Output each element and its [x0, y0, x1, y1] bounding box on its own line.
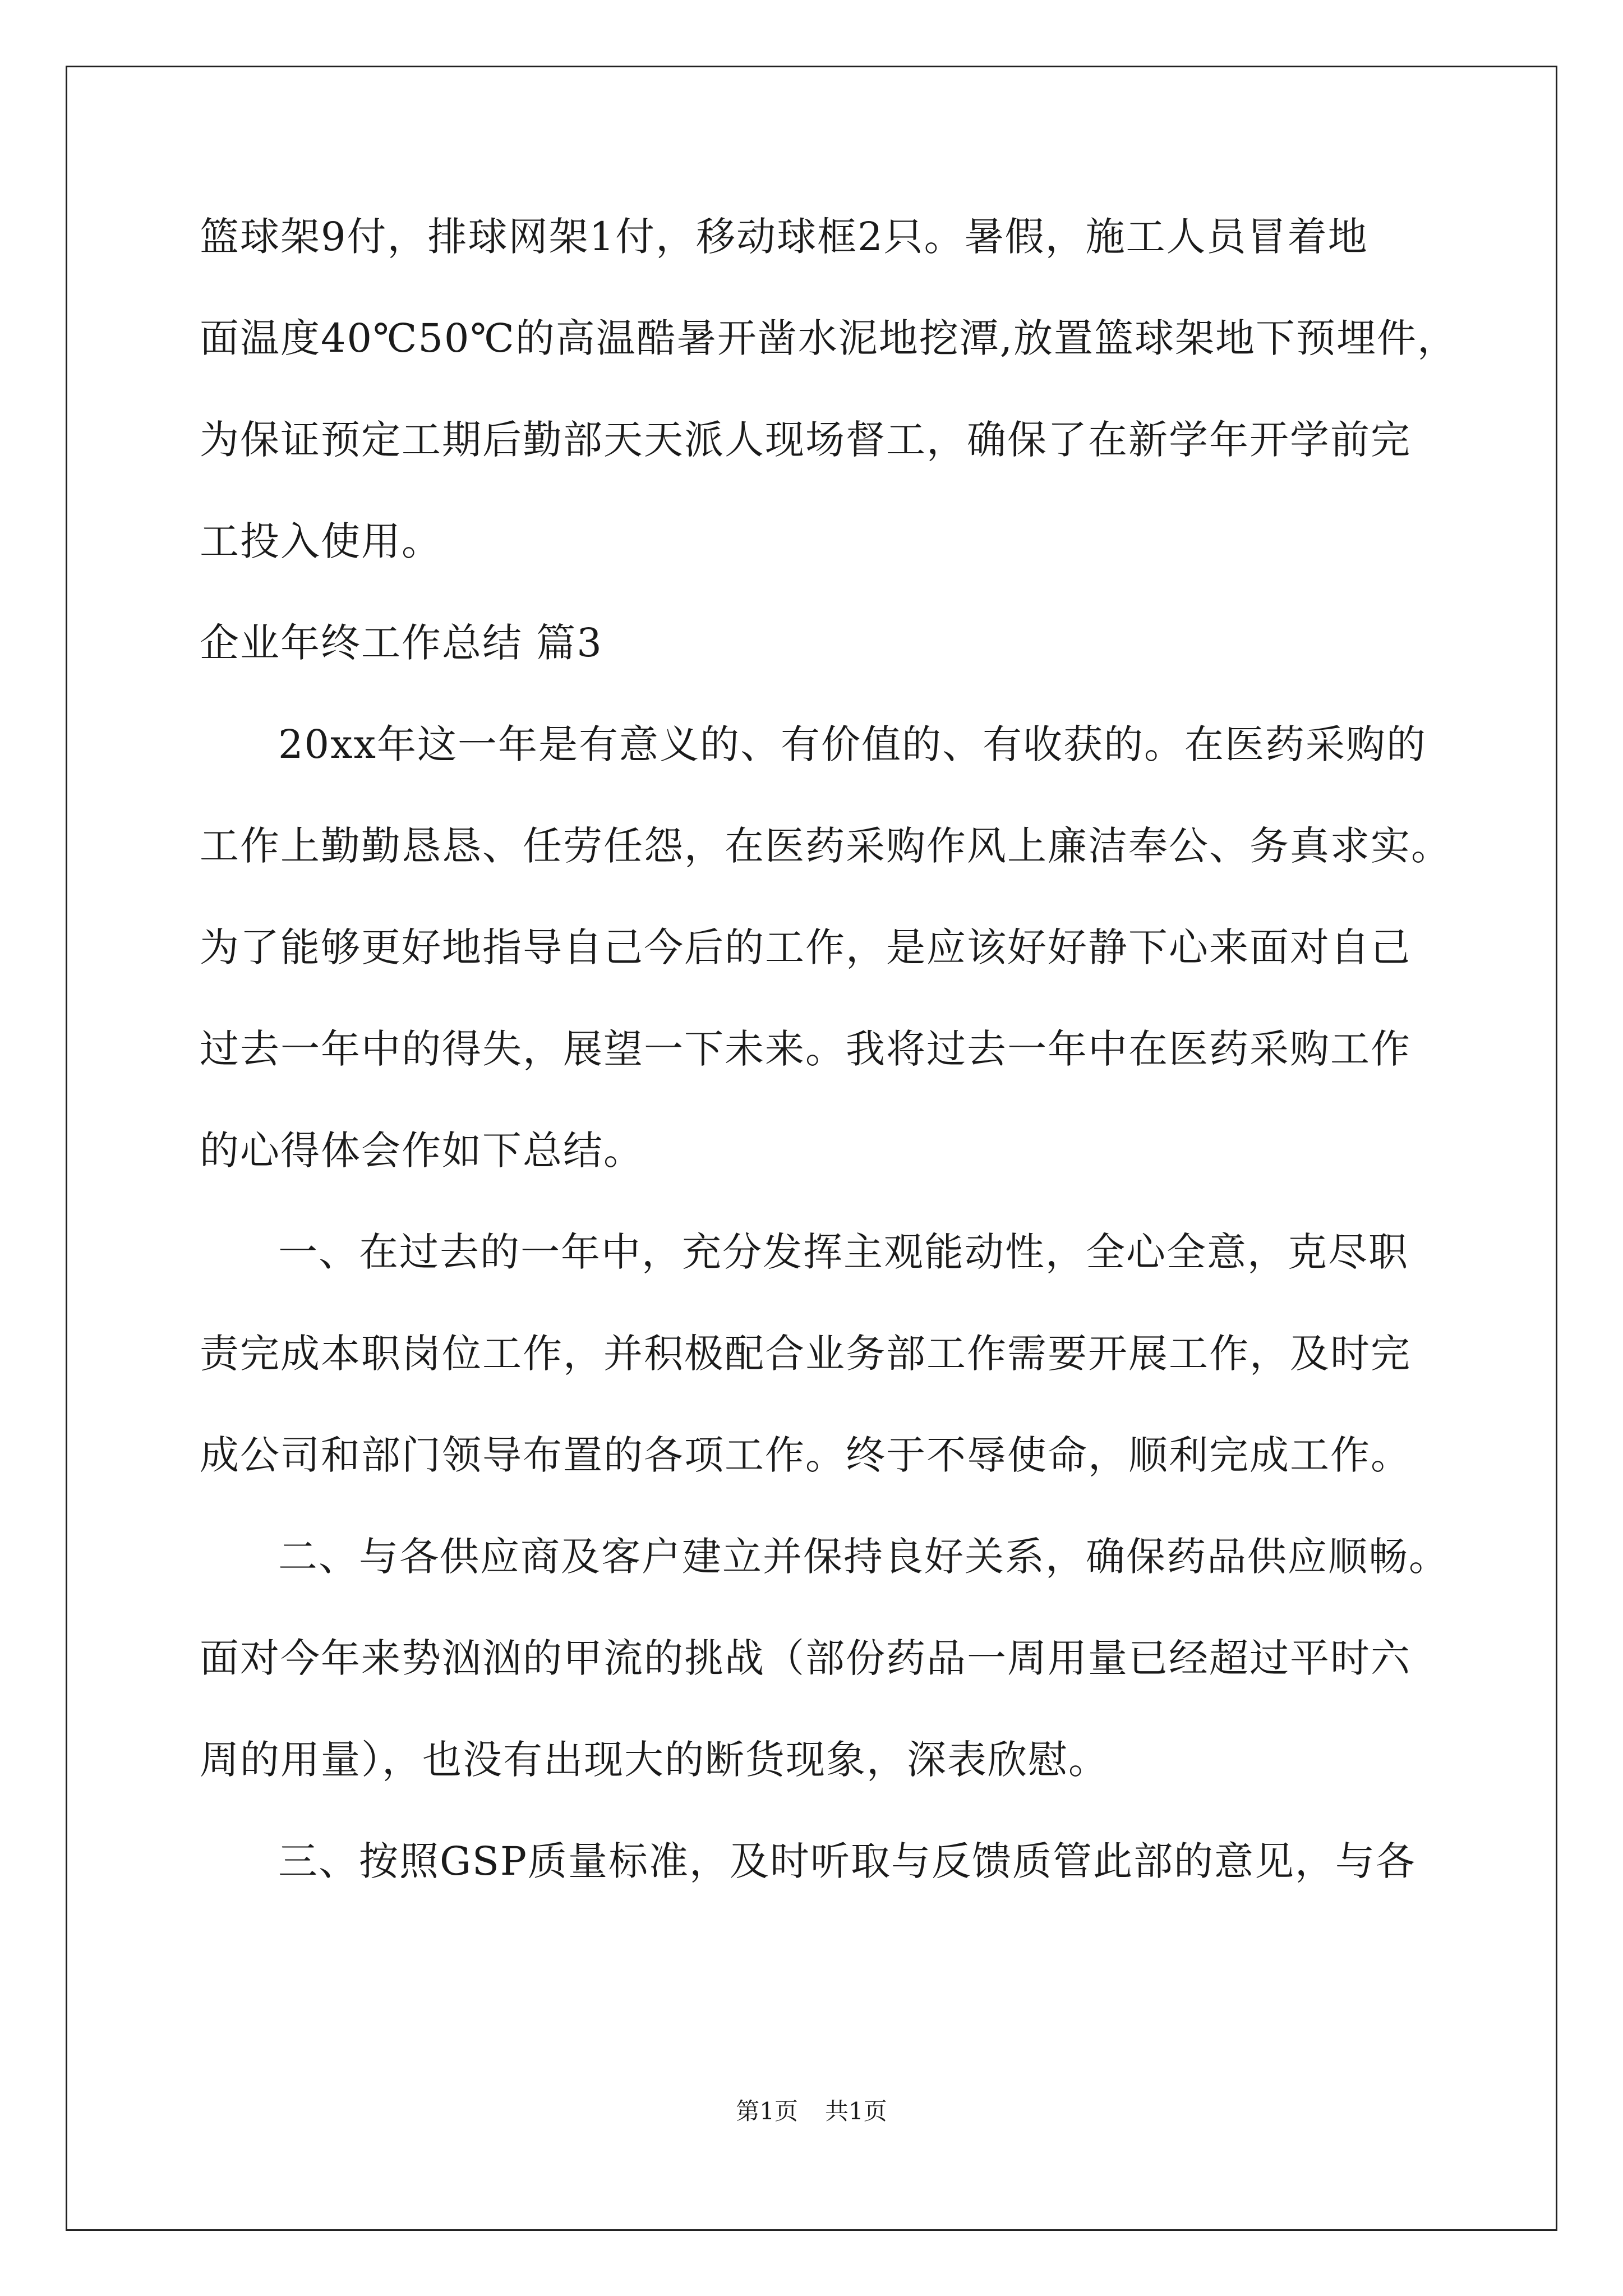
body-line: 责完成本职岗位工作，并积极配合业务部工作需要开展工作，及时完: [200, 1331, 1411, 1377]
section-heading: 企业年终工作总结 篇3: [200, 620, 603, 666]
page-number: 第1页: [736, 2097, 798, 2125]
body-line: 面温度40℃50℃的高温酷暑开凿水泥地挖潭,放置篮球架地下预埋件，: [200, 315, 1458, 361]
body-line: 周的用量），也没有出现大的断货现象，深表欣慰。: [200, 1737, 1109, 1783]
body-line: 过去一年中的得失，展望一下未来。我将过去一年中在医药采购工作: [200, 1026, 1411, 1072]
body-line: 为保证预定工期后勤部天天派人现场督工，确保了在新学年开学前完: [200, 417, 1411, 463]
paragraph-start-line: 三、按照GSP质量标准，及时听取与反馈质管此部的意见，与各: [278, 1838, 1416, 1884]
body-line: 面对今年来势汹汹的甲流的挑战（部份药品一周用量已经超过平时六: [200, 1635, 1411, 1681]
paragraph-start-line: 一、在过去的一年中，充分发挥主观能动性，全心全意，克尽职: [278, 1229, 1409, 1275]
total-pages: 共1页: [825, 2097, 887, 2125]
body-line: 篮球架9付，排球网架1付，移动球框2只。暑假，施工人员冒着地: [200, 214, 1368, 260]
page-footer: [0, 2095, 1623, 2128]
body-line: 为了能够更好地指导自己今后的工作，是应该好好静下心来面对自己: [200, 924, 1411, 970]
document-body: [200, 210, 1458, 1936]
body-line: 的心得体会作如下总结。: [200, 1128, 644, 1174]
body-line: 成公司和部门领导布置的各项工作。终于不辱使命，顺利完成工作。: [200, 1432, 1411, 1478]
body-line: 工作上勤勤恳恳、任劳任怨，在医药采购作风上廉洁奉公、务真求实。: [200, 823, 1451, 869]
paragraph-start-line: 20xx年这一年是有意义的、有价值的、有收获的。在医药采购的: [278, 721, 1427, 767]
paragraph-start-line: 二、与各供应商及客户建立并保持良好关系，确保药品供应顺畅。: [278, 1534, 1449, 1580]
body-line: 工投入使用。: [200, 518, 442, 564]
